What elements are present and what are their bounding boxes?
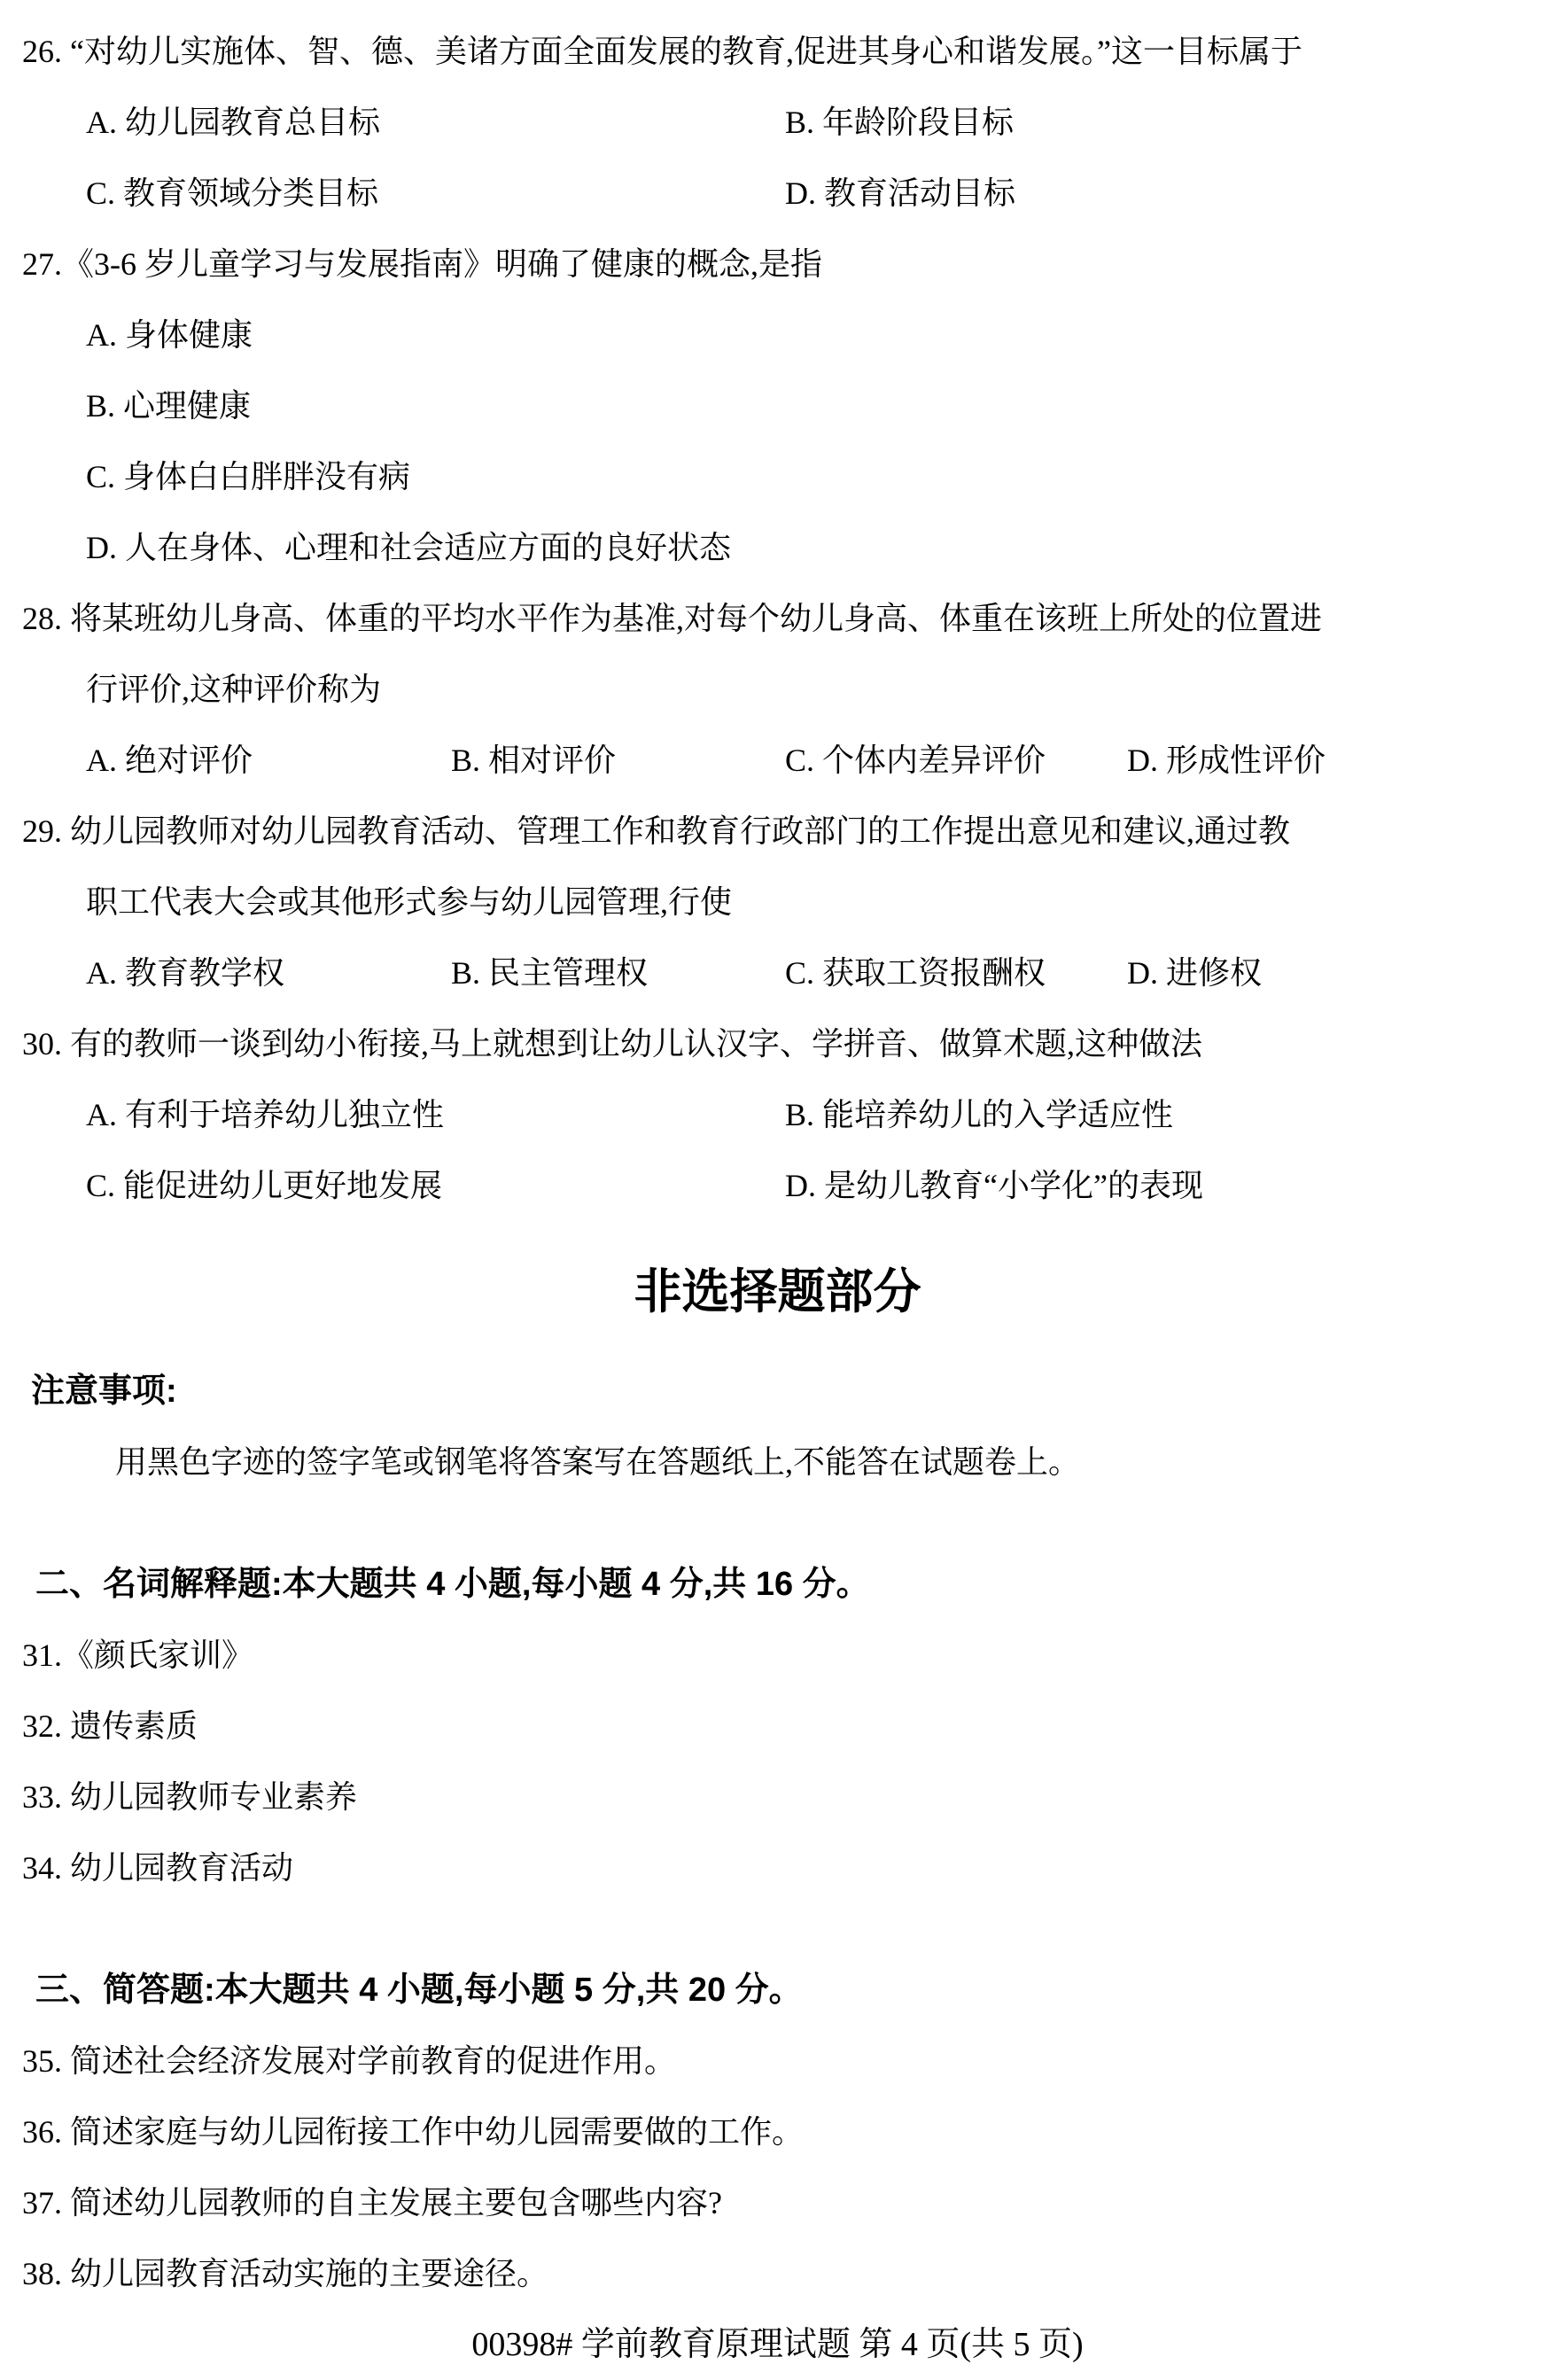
q30-options-row-2-col-0: C. 能促进幼儿更好地发展 [86,1168,443,1203]
q29-options-row [0,937,1555,1008]
section-title: 非选择题部分 [634,1265,921,1318]
q30-options-row-1 [0,1079,1555,1150]
q26-options-row-1 [0,87,1555,158]
q30-options-row-1-col-1: B. 能培养幼儿的入学适应性 [785,1097,1174,1132]
q28-options-row-col-0: A. 绝对评价 [86,743,253,778]
q33: 33. 幼儿园教师专业素养 [22,1779,358,1815]
q27-option-a: A. 身体健康 [86,317,253,353]
q37: 37. 简述幼儿园教师的自主发展主要包含哪些内容? [22,2185,722,2221]
q26-options-row-1-col-0: A. 幼儿园教育总目标 [86,105,380,140]
q29-options-row-col-3: D. 进修权 [1127,955,1262,991]
q27-option-b: B. 心理健康 [86,388,252,424]
q28-options-row [0,725,1555,796]
q32: 32. 遗传素质 [22,1708,198,1744]
q28-options-row-col-3: D. 形成性评价 [1127,743,1326,778]
notice-heading: 注意事项: [31,1373,177,1410]
q35: 35. 简述社会经济发展对学前教育的促进作用。 [22,2043,677,2079]
q29-options-row-col-0: A. 教育教学权 [86,955,284,991]
q30-options-row-2-col-1: D. 是幼儿教育“小学化”的表现 [785,1168,1203,1203]
q30-options-row-1-col-0: A. 有利于培养幼儿独立性 [86,1097,444,1132]
q30-options-row-2 [0,1150,1555,1221]
q29-stem-line-2: 职工代表大会或其他形式参与幼儿园管理,行使 [86,884,733,920]
q26-options-row-1-col-1: B. 年龄阶段目标 [785,105,1015,140]
part2-heading: 二、名词解释题:本大题共 4 小题,每小题 4 分,共 16 分。 [35,1566,870,1603]
q27-option-d: D. 人在身体、心理和社会适应方面的良好状态 [86,530,731,565]
q27-option-c: C. 身体白白胖胖没有病 [86,459,411,494]
q26-options-row-2 [0,158,1555,229]
q29-stem-line-1: 29. 幼儿园教师对幼儿园教育活动、管理工作和教育行政部门的工作提出意见和建议,通过教 [22,813,1291,849]
q30-stem: 30. 有的教师一谈到幼小衔接,马上就想到让幼儿认汉字、学拼音、做算术题,这种做法 [22,1026,1203,1062]
q28-stem-line-2: 行评价,这种评价称为 [86,672,382,707]
notice-text: 用黑色字迹的签字笔或钢笔将答案写在答题纸上,不能答在试题卷上。 [115,1444,1081,1480]
page-footer: 00398# 学前教育原理试题 第 4 页(共 5 页) [471,2326,1084,2363]
q29-options-row-col-1: B. 民主管理权 [451,955,649,991]
q28-stem-line-1: 28. 将某班幼儿身高、体重的平均水平作为基准,对每个幼儿身高、体重在该班上所处的位置进 [22,601,1323,636]
q27-stem: 27.《3-6 岁儿童学习与发展指南》明确了健康的概念,是指 [22,246,822,282]
part3-heading: 三、简答题:本大题共 4 小题,每小题 5 分,共 20 分。 [35,1972,803,2009]
q28-options-row-col-1: B. 相对评价 [451,743,617,778]
q36: 36. 简述家庭与幼儿园衔接工作中幼儿园需要做的工作。 [22,2114,805,2150]
q26-stem: 26. “对幼儿实施体、智、德、美诸方面全面发展的教育,促进其身心和谐发展。”这一目标属于 [22,34,1302,69]
q34: 34. 幼儿园教育活动 [22,1850,294,1886]
q28-options-row-col-2: C. 个体内差异评价 [785,743,1046,778]
q29-options-row-col-2: C. 获取工资报酬权 [785,955,1046,991]
q26-options-row-2-col-0: C. 教育领域分类目标 [86,175,379,211]
q26-options-row-2-col-1: D. 教育活动目标 [785,175,1015,211]
q38: 38. 幼儿园教育活动实施的主要途径。 [22,2256,549,2291]
q31: 31.《颜氏家训》 [22,1637,254,1673]
